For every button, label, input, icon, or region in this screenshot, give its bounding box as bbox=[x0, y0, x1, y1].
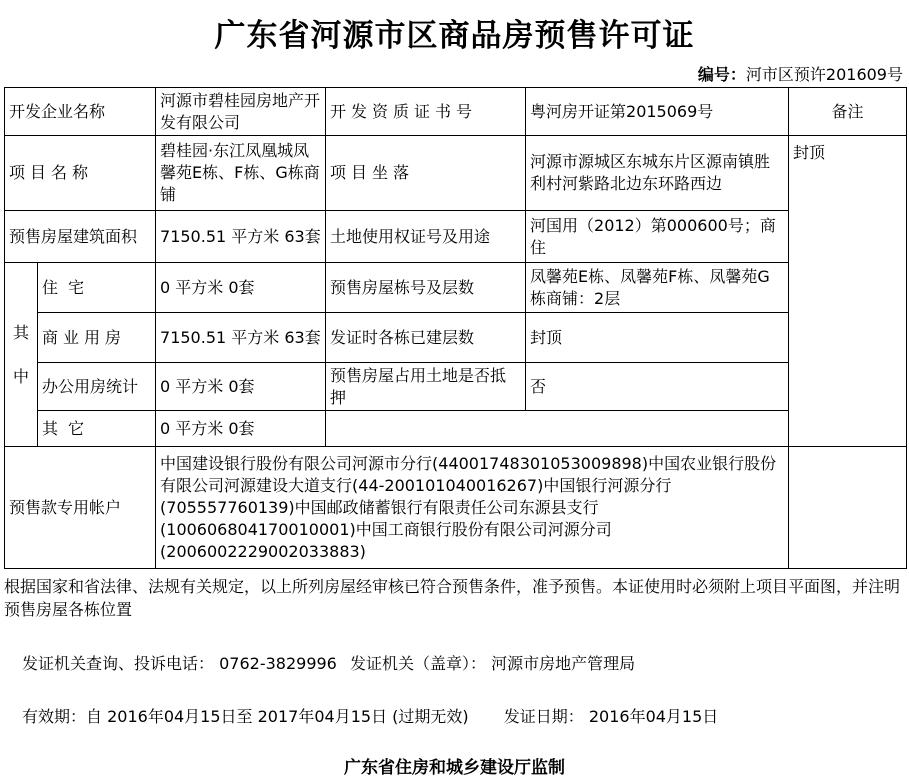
contact-phone: 0762-3829996 bbox=[219, 654, 337, 673]
land-label: 土地使用权证号及用途 bbox=[326, 211, 526, 263]
account-value: 中国建设银行股份有限公司河源市分行(44001748301053009898)中国农业银行股份有限公司河源建设大道支行(44-200101040016267)中国银行河源分行(705557760139)中国邮政储蓄银行有限责任公司东源县支行(100606804170010001)中国工商银行股份有限公司河源分司(2006002229002033883) bbox=[156, 447, 789, 569]
validity-line bbox=[22, 705, 909, 728]
office-label: 办公用房统计 bbox=[38, 363, 156, 411]
cert-label: 开发资质证书号 bbox=[326, 88, 526, 136]
remarks-label: 备注 bbox=[789, 88, 907, 136]
mortgage-label: 预售房屋占用土地是否抵押 bbox=[326, 363, 526, 411]
project-label: 项目名称 bbox=[5, 136, 156, 211]
location-value: 河源市源城区东城东片区源南镇胜利村河紫路北边东环路西边 bbox=[526, 136, 789, 211]
permit-number-label: 编号： bbox=[697, 65, 746, 84]
issue-date-label: 发证日期： bbox=[503, 707, 584, 726]
validity-label: 有效期： bbox=[22, 707, 87, 726]
remarks-value: 封顶 bbox=[789, 136, 907, 447]
permit-table bbox=[4, 87, 907, 569]
issuer-label: 发证机关（盖章）： bbox=[349, 654, 486, 673]
residential-value: 0 平方米 0套 bbox=[156, 263, 326, 313]
of-which-label: 其中 bbox=[5, 263, 38, 447]
area-label: 预售房屋建筑面积 bbox=[5, 211, 156, 263]
location-label: 项目坐落 bbox=[326, 136, 526, 211]
other-value: 0 平方米 0套 bbox=[156, 411, 326, 447]
built-floors-value: 封顶 bbox=[526, 313, 789, 363]
project-value: 碧桂园·东江凤凰城凤馨苑E栋、F栋、G栋商铺 bbox=[156, 136, 326, 211]
area-value: 7150.51 平方米 63套 bbox=[156, 211, 326, 263]
issue-date-value: 2016年04月15日 bbox=[588, 707, 719, 726]
office-value: 0 平方米 0套 bbox=[156, 363, 326, 411]
issuer-value: 河源市房地产管理局 bbox=[491, 654, 636, 673]
permit-number-value: 河市区预许201609号 bbox=[745, 65, 903, 84]
account-label: 预售款专用帐户 bbox=[5, 447, 156, 569]
validity-value: 自 2016年04月15日至 2017年04月15日 (过期无效) bbox=[86, 707, 469, 726]
buildings-label: 预售房屋栋号及层数 bbox=[326, 263, 526, 313]
contact-line bbox=[22, 652, 909, 675]
permit-number bbox=[698, 62, 903, 85]
developer-value: 河源市碧桂园房地产开发有限公司 bbox=[156, 88, 326, 136]
document-title: 广东省河源市区商品房预售许可证 bbox=[214, 18, 695, 54]
footer-supervisor: 广东省住房和城乡建设厅监制 bbox=[344, 758, 565, 778]
cert-value: 粤河房开证第2015069号 bbox=[526, 88, 789, 136]
built-floors-label: 发证时各栋已建层数 bbox=[326, 313, 526, 363]
buildings-value: 凤馨苑E栋、凤馨苑F栋、凤馨苑G栋商铺：2层 bbox=[526, 263, 789, 313]
statement: 根据国家和省法律、法规有关规定，以上所列房屋经审核已符合预售条件，准予预售。本证使用时必须附上项目平面图，并注明预售房屋各栋位置 bbox=[4, 577, 901, 619]
account-remarks-cell bbox=[789, 447, 907, 569]
commercial-label: 商业用房 bbox=[38, 313, 156, 363]
commercial-value: 7150.51 平方米 63套 bbox=[156, 313, 326, 363]
contact-label: 发证机关查询、投诉电话： bbox=[22, 654, 215, 673]
land-value: 河国用（2012）第000600号；商住 bbox=[526, 211, 789, 263]
empty-cell bbox=[326, 411, 789, 447]
residential-label: 住宅 bbox=[38, 263, 156, 313]
other-label: 其它 bbox=[38, 411, 156, 447]
developer-label: 开发企业名称 bbox=[5, 88, 156, 136]
mortgage-value: 否 bbox=[526, 363, 789, 411]
